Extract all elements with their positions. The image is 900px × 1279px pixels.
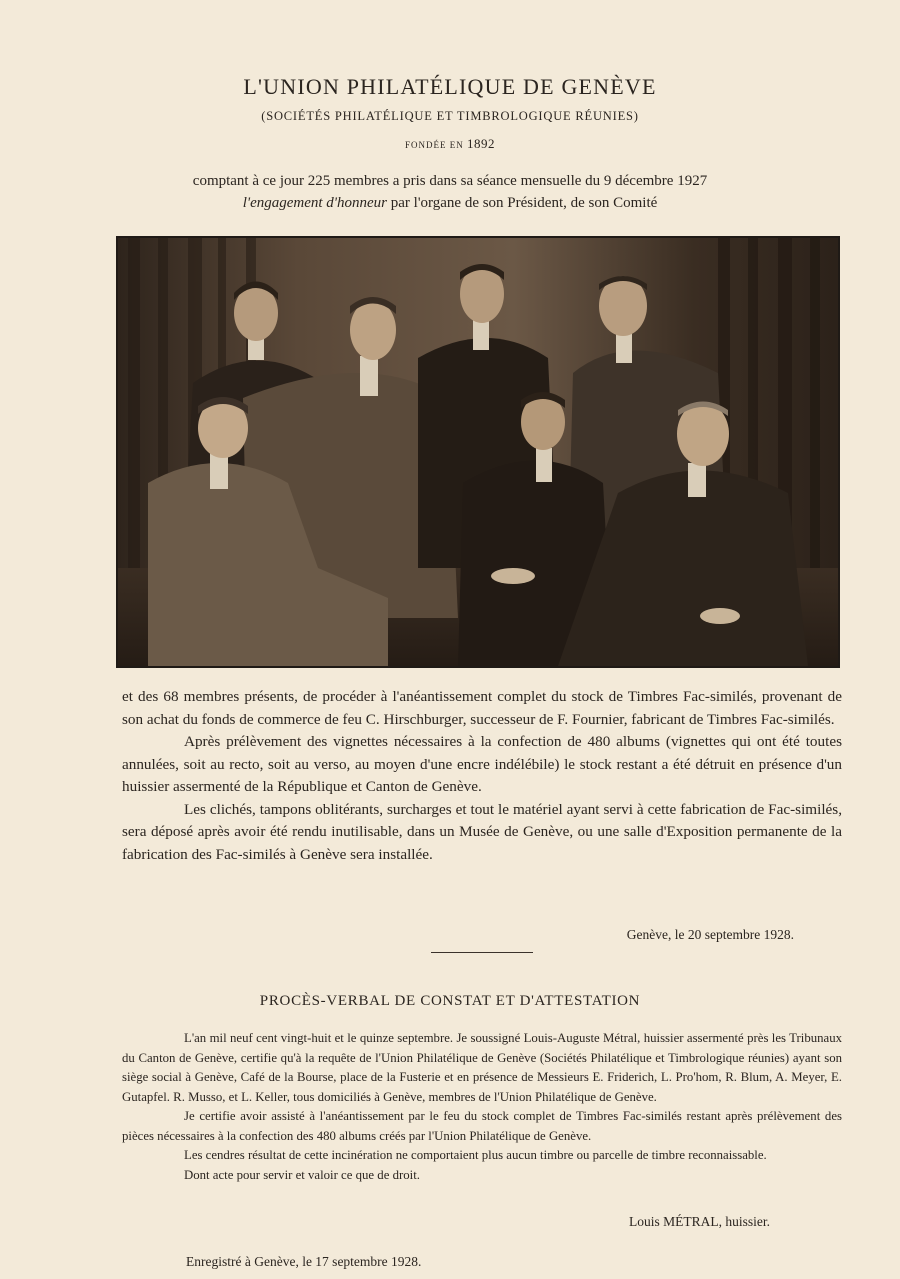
pv-paragraph-2: Je certifie avoir assisté à l'anéantissement par le feu du stock complet de Timbres Fac-similés restant après prélèvement des pièces nécessaires à la confection des 480 albums créés par l'Union Philatélique de Genève.	[122, 1109, 842, 1143]
founded-label: FONDÉE EN	[405, 140, 464, 150]
intro-text	[0, 170, 900, 214]
body-text	[122, 686, 842, 866]
registration-line: Enregistré à Genève, le 17 septembre 1928.	[186, 1254, 422, 1269]
signature: Louis MÉTRAL, huissier.	[629, 1214, 770, 1229]
group-photograph	[116, 236, 840, 668]
group-photograph-image	[118, 238, 838, 666]
page-subtitle: (SOCIÉTÉS PHILATÉLIQUE ET TIMBROLOGIQUE RÉUNIES)	[261, 109, 639, 123]
proces-verbal-text	[122, 1029, 842, 1185]
intro-line-2-rest: par l'organe de son Président, de son Comité	[387, 195, 658, 211]
section-divider	[431, 952, 533, 953]
founded-year: 1892	[467, 136, 495, 151]
body-paragraph-3: Les clichés, tampons oblitérants, surcharges et tout le matériel ayant servi à cette fabrication de Fac-similés, sera déposé après avoir été rendu inutilisable, dans un Musée de Genève, ou une salle d'Exposition permanente de la fabrication des Fac-similés à Genève sera installée.	[122, 800, 842, 863]
body-paragraph-1: et des 68 membres présents, de procéder à l'anéantissement complet du stock de Timbres Fac-similés, provenant de son achat du fonds de commerce de feu C. Hirschburger, successeur de F. Fournier, fabricant de Timbres Fac-similés.	[122, 688, 842, 728]
page-title: L'UNION PHILATÉLIQUE DE GENÈVE	[243, 74, 657, 99]
pv-paragraph-4: Dont acte pour servir et valoir ce que de droit.	[184, 1167, 420, 1182]
body-date: Genève, le 20 septembre 1928.	[626, 927, 794, 942]
pv-paragraph-3: Les cendres résultat de cette incinération ne comportaient plus aucun timbre ou parcelle de timbre reconnaissable.	[184, 1148, 767, 1162]
pv-paragraph-1: L'an mil neuf cent vingt-huit et le quinze septembre. Je soussigné Louis-Auguste Métral, huissier assermenté près les Tribunaux du Canton de Genève, certifie qu'à la requête de l'Union Philatélique de Genève (Sociétés Philatélique et Timbrologique réunies) ayant son siège social à Genève, Café de la Bourse, place de la Fusterie et en présence de Messieurs E. Friderich, L. Pro'hom, R. Blum, A. Meyer, E. Gutapfel. R. Musso, et L. Keller, tous domiciliés à Genève, membres de l'Union Philatélique de Genève.	[122, 1031, 842, 1104]
founded-line	[0, 136, 900, 152]
proces-verbal-title: PROCÈS-VERBAL DE CONSTAT ET D'ATTESTATION	[259, 993, 641, 1009]
intro-line-1: comptant à ce jour 225 membres a pris dans sa séance mensuelle du 9 décembre 1927	[192, 173, 708, 189]
body-paragraph-2: Après prélèvement des vignettes nécessaires à la confection de 480 albums (vignettes qui ont été toutes annulées, soit au recto, soit au verso, au moyen d'une encre indélébile) le stock restant a été détruit en présence d'un huissier assermenté de la République et Canton de Genève.	[122, 733, 842, 795]
intro-line-2	[0, 192, 900, 214]
intro-italic: l'engagement d'honneur	[242, 195, 387, 211]
